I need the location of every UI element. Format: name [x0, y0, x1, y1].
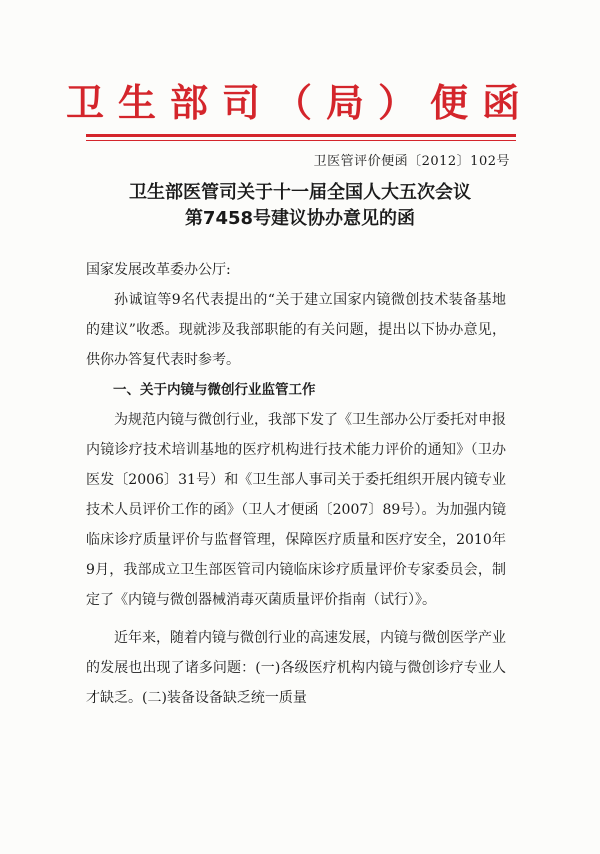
letterhead-title: 卫生部司（局）便函	[65, 80, 534, 125]
title-line-1: 卫生部医管司关于十一届全国人大五次会议	[129, 182, 471, 203]
paragraph-intro: 孙诚谊等9名代表提出的“关于建立国家内镜微创技术装备基地的建议”收悉。现就涉及我部职能的有关问题，提出以下协办意见，供你办答复代表时参考。	[86, 292, 506, 368]
paragraph-recent-issues: 近年来，随着内镜与微创行业的高速发展，内镜与微创医学产业的发展也出现了诸多问题：(一)各级医疗机构内镜与微创诊疗专业人才缺乏。(二)装备设备缺乏统一质量	[86, 630, 506, 706]
section-heading-1: 一、关于内镜与微创行业监管工作	[113, 382, 316, 398]
document-number: 卫医管评价便函〔2012〕102号	[313, 154, 510, 169]
addressee: 国家发展改革委办公厅:	[86, 262, 231, 278]
document-title	[80, 180, 520, 232]
letterhead-rule-thin	[86, 140, 516, 141]
paragraph-regulation: 为规范内镜与微创行业，我部下发了《卫生部办公厅委托对申报内镜诊疗技术培训基地的医疗机构进行技术能力评价的通知》（卫办医发〔2006〕31号）和《卫生部人事司关于委托组织开展内镜专业技术人员评价工作的函》（卫人才便函〔2007〕89号）。为加强内镜临床诊疗质量评价与监督管理，保障医疗质量和医疗安全，2010年9月，我部成立卫生部医管司内镜临床诊疗质量评价专家委员会，制定了《内镜与微创器械消毒灭菌质量评价指南（试行）》。	[86, 412, 506, 608]
letterhead-rule-thick	[86, 134, 516, 137]
title-line-2: 第7458号建议协办意见的函	[184, 208, 416, 229]
document-body	[86, 285, 506, 713]
